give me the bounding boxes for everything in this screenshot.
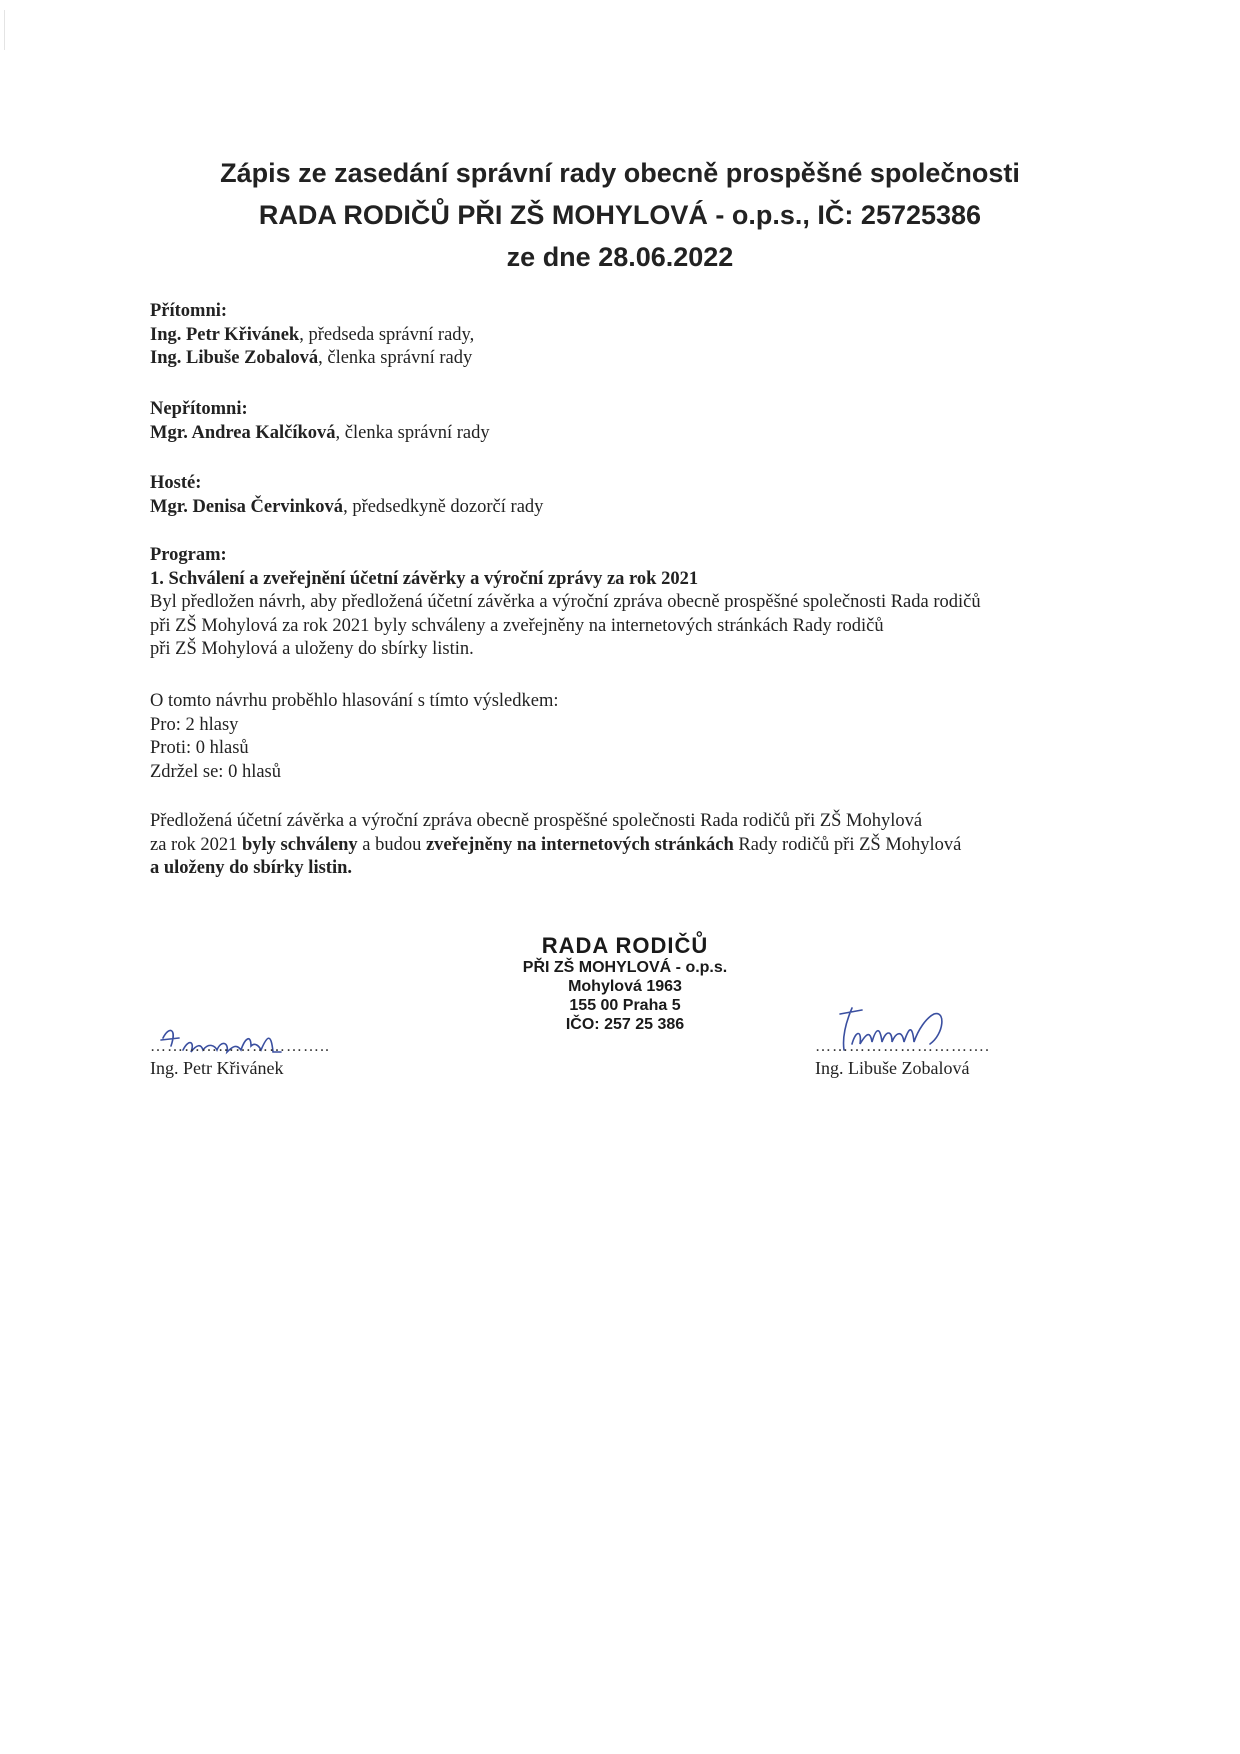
conclusion-bold: byly schváleny: [241, 834, 358, 855]
conclusion-line-1: Předložená účetní závěrka a výroční zpráva obecně prospěšné společnosti Rada rodičů při ZŠ Mohylová: [150, 811, 923, 831]
signatory-name: Ing. Libuše Zobalová: [815, 1058, 970, 1078]
voting-intro: O tomto návrhu proběhlo hlasování s tímto výsledkem:: [150, 691, 559, 711]
program-line-3: při ZŠ Mohylová a uloženy do sbírky listin.: [150, 639, 474, 659]
signature-left: [150, 1038, 330, 1079]
conclusion-text: a budou: [357, 834, 426, 855]
person-role: , předseda správní rady,: [299, 324, 475, 345]
scan-margin-mark: [4, 10, 5, 50]
conclusion-bold: zveřejněny na internetových stránkách: [425, 834, 734, 855]
program-section: [150, 544, 1110, 662]
person-name: Mgr. Denisa Červinková: [150, 496, 344, 517]
stamp-line-4: 155 00 Praha 5: [569, 997, 681, 1014]
voting-abstain: Zdržel se: 0 hlasů: [150, 761, 281, 782]
stamp-line-2: PŘI ZŠ MOHYLOVÁ - o.p.s.: [522, 959, 728, 976]
present-person-1: [150, 324, 1110, 348]
program-line-2: při ZŠ Mohylová za rok 2021 byly schváleny a zveřejněny na internetových stránkách Rady rodičů: [150, 615, 884, 636]
conclusion-text: za rok 2021: [150, 834, 242, 855]
title-line-1: Zápis ze zasedání správní rady obecně prospěšné společnosti: [220, 158, 1020, 188]
person-role: , členka správní rady: [318, 348, 473, 368]
voting-section: [150, 690, 1110, 784]
conclusion-text: Rady rodičů při ZŠ Mohylová: [733, 834, 962, 855]
absent-section: [150, 398, 1110, 445]
person-name: Ing. Libuše Zobalová: [150, 348, 319, 368]
document-title: [0, 152, 1240, 278]
program-heading: Program:: [150, 545, 227, 565]
person-name: Mgr. Andrea Kalčíková: [150, 422, 336, 443]
absent-person-1: [150, 422, 1110, 446]
signature-line: ………………………….: [815, 1038, 990, 1055]
signatory-name: Ing. Petr Křivánek: [150, 1058, 284, 1078]
title-line-3: ze dne 28.06.2022: [506, 242, 734, 272]
stamp-line-5: IČO: 257 25 386: [565, 1016, 685, 1033]
present-heading: Přítomni:: [150, 301, 228, 321]
guests-heading: Hosté:: [150, 473, 202, 493]
voting-for: Pro: 2 hlasy: [150, 714, 239, 735]
guest-person-1: [150, 496, 1110, 520]
voting-against: Proti: 0 hlasů: [150, 738, 249, 758]
conclusion-section: [150, 810, 1110, 881]
title-line-2: RADA RODIČŮ PŘI ZŠ MOHYLOVÁ - o.p.s., IČ: 25725386: [258, 200, 982, 230]
guests-section: [150, 472, 1110, 519]
person-name: Ing. Petr Křivánek: [150, 324, 300, 345]
stamp-line-1: RADA RODIČŮ: [541, 933, 709, 958]
present-person-2: [150, 347, 1110, 371]
person-role: , předsedkyně dozorčí rady: [343, 496, 544, 517]
person-role: , členka správní rady: [335, 422, 490, 443]
conclusion-line-3: a uloženy do sbírky listin.: [150, 858, 353, 878]
organization-stamp: [500, 934, 750, 1034]
program-line-1: Byl předložen návrh, aby předložená účetní závěrka a výroční zpráva obecně prospěšné společnosti Rada rodičů: [150, 592, 981, 612]
signature-right: [815, 1038, 990, 1079]
program-item-title: 1. Schválení a zveřejnění účetní závěrky a výroční zprávy za rok 2021: [150, 568, 699, 589]
conclusion-line-2: [150, 834, 1110, 858]
present-section: [150, 300, 1110, 371]
signature-line: …………………………..: [150, 1038, 330, 1055]
stamp-line-3: Mohylová 1963: [568, 978, 682, 995]
absent-heading: Nepřítomni:: [150, 399, 248, 419]
